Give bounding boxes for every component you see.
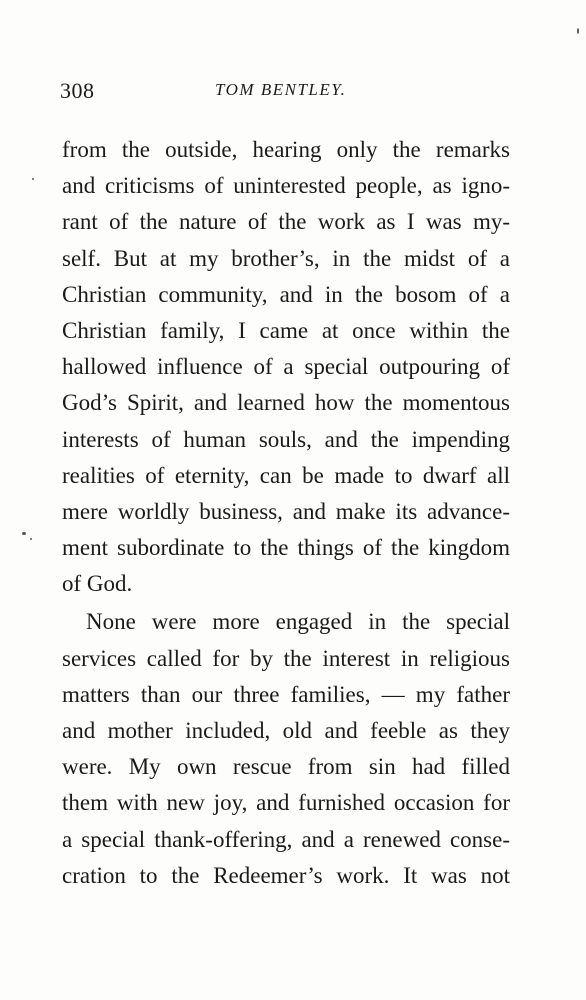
text-line: None were more engaged in the special: [86, 609, 510, 635]
body-text: [62, 132, 510, 894]
paragraph-1: [62, 132, 510, 602]
text-line: a special thank-offering, and a renewed conse-: [62, 826, 510, 852]
running-head: TOM BENTLEY.: [215, 80, 347, 99]
text-line: matters than our three families, — my father: [62, 681, 510, 707]
text-line: God’s Spirit, and learned how the momentous: [62, 390, 510, 416]
text-line: ment subordinate to the things of the kingdom: [62, 535, 510, 561]
ink-speck: [30, 538, 32, 540]
paragraph-2: [62, 604, 510, 894]
text-line: were. My own rescue from sin had filled: [62, 754, 510, 780]
text-line: from the outside, hearing only the remarks: [62, 137, 510, 162]
text-line: realities of eternity, can be made to dwarf all: [62, 462, 510, 488]
page-header: [60, 78, 512, 102]
ink-speck: [32, 178, 34, 180]
ink-speck: [577, 28, 579, 34]
text-line: self. But at my brother’s, in the midst of a: [62, 245, 510, 271]
text-line: interests of human souls, and the impending: [62, 426, 510, 452]
text-line: them with new joy, and furnished occasion for: [62, 790, 510, 816]
text-line: Christian family, I came at once within the: [62, 317, 510, 343]
text-line: Christian community, and in the bosom of a: [62, 281, 510, 307]
text-line: and criticisms of uninterested people, as igno-: [62, 173, 510, 199]
text-line: mere worldly business, and make its advance-: [62, 498, 510, 524]
text-line: services called for by the interest in religious: [62, 645, 510, 671]
text-line: cration to the Redeemer’s work. It was not: [62, 862, 510, 888]
text-line: and mother included, old and feeble as they: [62, 718, 510, 743]
text-line: of God.: [62, 571, 133, 597]
text-line: hallowed influence of a special outpouring of: [62, 354, 510, 380]
ink-speck: [22, 532, 26, 535]
page-number: 308: [60, 78, 95, 103]
text-line: rant of the nature of the work as I was my-: [62, 209, 510, 235]
